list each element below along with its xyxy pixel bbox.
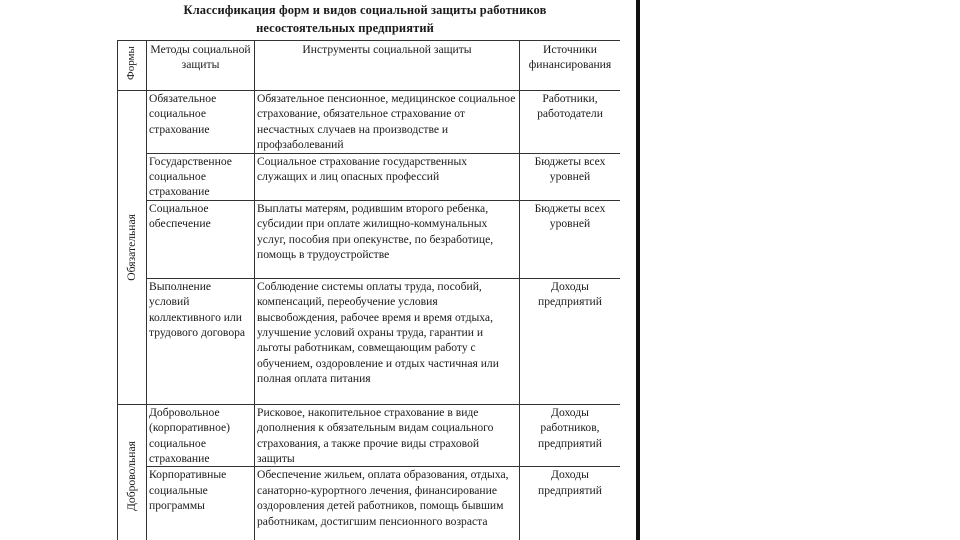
table-row xyxy=(118,91,621,154)
header-forms-label: Формы xyxy=(125,46,138,80)
header-sources: Источники финансирования xyxy=(520,41,621,91)
table-row xyxy=(118,404,621,467)
header-row xyxy=(118,41,621,91)
header-forms xyxy=(118,41,147,91)
method-cell: Социальное обеспечение xyxy=(147,200,255,278)
document-page xyxy=(110,0,620,540)
source-cell: Бюджеты всех уровней xyxy=(520,200,621,278)
method-cell: Государственное социальное страхование xyxy=(147,153,255,200)
classification-table xyxy=(117,40,620,540)
table-subtitle: несостоятельных предприятий xyxy=(256,21,434,35)
group-mandatory-label: Обязательная xyxy=(125,214,139,281)
table-row xyxy=(118,278,621,404)
instrument-cell: Обязательное пенсионное, медицинское социальное страхование, обязательное страхование от несчастных случаев на производстве и профзаболеваний xyxy=(255,91,520,154)
header-instruments: Инструменты социальной защиты xyxy=(255,41,520,91)
instrument-cell: Рисковое, накопительное страхование в виде дополнения к обязательным видам социального страхования, а также прочие виды страховой защиты xyxy=(255,404,520,467)
group-voluntary xyxy=(118,404,147,540)
table-title: Классификация форм и видов социальной защиты работников xyxy=(183,3,547,17)
source-cell: Бюджеты всех уровней xyxy=(520,153,621,200)
source-cell: Доходы предприятий xyxy=(520,467,621,540)
method-cell: Выполнение условий коллективного или трудового договора xyxy=(147,278,255,404)
header-methods: Методы социальной защиты xyxy=(147,41,255,91)
group-mandatory xyxy=(118,91,147,405)
instrument-cell: Обеспечение жильем, оплата образования, отдыха, санаторно-курортного лечения, финансирование оздоровления детей работников, помощь бывшим работникам, достигшим пенсионного возраста xyxy=(255,467,520,540)
method-cell: Добровольное (корпоративное) социальное страхование xyxy=(147,404,255,467)
method-cell: Корпоративные социальные программы xyxy=(147,467,255,540)
instrument-cell: Социальное страхование государственных служащих и лиц опасных профессий xyxy=(255,153,520,200)
instrument-cell: Соблюдение системы оплаты труда, пособий, компенсаций, переобучение условия высвобождения, рабочее время и время отдыха, улучшение условий охраны труда, гарантии и льготы работникам, совмещающим работу с обучением, оздоровление и отдых частичная или полная оплата питания xyxy=(255,278,520,404)
instrument-cell: Выплаты матерям, родившим второго ребенка, субсидии при оплате жилищно-коммунальных услуг, пособия при опекунстве, по безработице, помощь в трудоустройстве xyxy=(255,200,520,278)
source-cell: Доходы работников, предприятий xyxy=(520,404,621,467)
method-cell: Обязательное социальное страхование xyxy=(147,91,255,154)
source-cell: Доходы предприятий xyxy=(520,278,621,404)
page-edge-divider xyxy=(636,0,640,540)
group-voluntary-label: Добровольная xyxy=(125,440,139,511)
source-cell: Работники, работодатели xyxy=(520,91,621,154)
table-row xyxy=(118,153,621,200)
table-row xyxy=(118,467,621,540)
table-row xyxy=(118,200,621,278)
